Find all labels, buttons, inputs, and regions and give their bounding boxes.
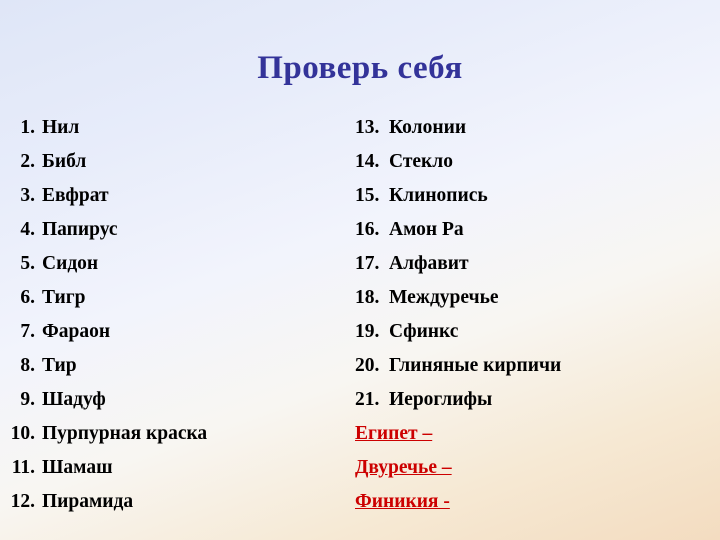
list-item	[8, 152, 355, 186]
list-item-label: Папирус	[42, 219, 118, 240]
list-item-number: 20.	[355, 355, 380, 376]
list-item-label: Иероглифы	[389, 389, 493, 410]
list-item-number: 21.	[355, 389, 380, 410]
list-item-label: Тир	[42, 355, 77, 376]
list-item-number: 12.	[10, 491, 35, 512]
list-item-number: 5.	[20, 253, 35, 274]
list-item-number: 2.	[20, 151, 35, 172]
list-item-number: 9.	[20, 389, 35, 410]
list-item	[8, 356, 355, 390]
list-item-label: Тигр	[42, 287, 86, 308]
list-item-label: Фараон	[42, 321, 111, 342]
list-item	[8, 424, 355, 458]
list-item	[8, 492, 355, 526]
answer-label-egypt: Египет –	[355, 423, 433, 444]
list-item-label: Пирамида	[42, 491, 134, 512]
list-item-label: Междуречье	[389, 287, 499, 308]
list-item	[8, 322, 355, 356]
list-item-number: 16.	[355, 219, 380, 240]
list-item-number: 3.	[20, 185, 35, 206]
list-item-number: 13.	[355, 117, 380, 138]
list-item-number: 14.	[355, 151, 380, 172]
list-item-label: Пурпурная краска	[42, 423, 208, 444]
list-item-number: 6.	[20, 287, 35, 308]
list-item-label: Евфрат	[42, 185, 109, 206]
list-item-number: 1.	[20, 117, 35, 138]
left-list	[0, 118, 355, 526]
list-item-number: 4.	[20, 219, 35, 240]
list-item	[355, 390, 720, 424]
list-item	[8, 186, 355, 220]
list-item-label: Глиняные кирпичи	[389, 355, 562, 376]
list-item	[355, 220, 720, 254]
list-item	[8, 220, 355, 254]
list-item-label: Стекло	[389, 151, 453, 172]
content-columns	[0, 118, 720, 526]
list-item-label: Клинопись	[389, 185, 488, 206]
list-item	[8, 254, 355, 288]
list-item	[355, 356, 720, 390]
list-item-number: 10.	[10, 423, 35, 444]
list-item	[8, 288, 355, 322]
list-item-label: Шадуф	[42, 389, 106, 410]
list-item-number: 19.	[355, 321, 380, 342]
list-item-label: Сидон	[42, 253, 99, 274]
list-item	[355, 152, 720, 186]
list-item-label: Амон Ра	[389, 219, 464, 240]
list-item	[355, 186, 720, 220]
list-item-number: 15.	[355, 185, 380, 206]
list-item-number: 17.	[355, 253, 380, 274]
list-item-number: 8.	[20, 355, 35, 376]
list-item	[8, 118, 355, 152]
list-item-label: Алфавит	[389, 253, 469, 274]
list-item-label: Колонии	[389, 117, 467, 138]
right-list	[355, 118, 720, 526]
list-item	[355, 254, 720, 288]
answer-label-phoenicia: Финикия -	[355, 491, 450, 512]
list-item-label: Сфинкс	[389, 321, 459, 342]
list-item	[355, 322, 720, 356]
page-title: Проверь себя	[257, 50, 463, 86]
list-item-number: 18.	[355, 287, 380, 308]
list-item	[8, 458, 355, 492]
answer-label-mesopotamia: Двуречье –	[355, 457, 452, 478]
list-item-label: Библ	[42, 151, 87, 172]
list-item-label: Шамаш	[42, 457, 113, 478]
list-item-label: Нил	[42, 117, 80, 138]
list-item	[355, 288, 720, 322]
list-item	[8, 390, 355, 424]
list-item	[355, 118, 720, 152]
list-item-number: 7.	[20, 321, 35, 342]
list-item-number: 11.	[11, 457, 35, 478]
